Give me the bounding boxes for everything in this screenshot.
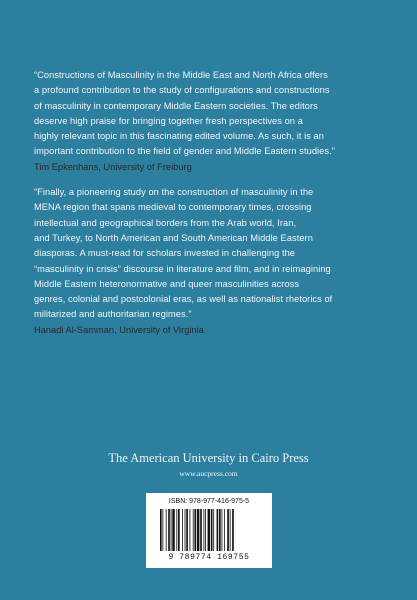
barcode-bar bbox=[194, 509, 196, 551]
review-blurb-2 bbox=[34, 185, 386, 338]
barcode-bar bbox=[227, 509, 229, 551]
barcode-bar bbox=[166, 509, 167, 551]
isbn-label: ISBN: 978-977-416-975-5 bbox=[168, 498, 250, 505]
barcode-bar bbox=[171, 509, 172, 551]
quote-line: a profound contribution to the study of configurations and constructions bbox=[34, 85, 330, 96]
barcode-bar bbox=[168, 509, 170, 551]
quote-line: “Finally, a pioneering study on the construction of masculinity in the bbox=[34, 187, 314, 198]
barcode-bars bbox=[160, 509, 258, 551]
review-attribution: Tim Epkenhans, University of Freiburg bbox=[34, 161, 192, 172]
review-blurbs bbox=[34, 68, 386, 348]
quote-line: deserve high praise for bringing together fresh perspectives on a bbox=[34, 115, 303, 126]
barcode-bar bbox=[160, 509, 162, 551]
review-blurb-1 bbox=[34, 68, 386, 175]
quote-line: and Turkey, to North American and South American Middle Eastern bbox=[34, 232, 313, 243]
quote-line: of masculinity in contemporary Middle Eastern societies. The editors bbox=[34, 100, 318, 111]
barcode-bar bbox=[186, 509, 188, 551]
barcode-bar bbox=[211, 509, 213, 551]
review-quote bbox=[34, 185, 386, 323]
quote-line: highly relevant topic in this fascinating edited volume. As such, it is an bbox=[34, 131, 324, 142]
barcode-bar bbox=[230, 509, 231, 551]
review-attribution: Hanadi Al-Samman, University of Virginia bbox=[34, 324, 204, 335]
quote-line: militarized and authoritarian regimes.” bbox=[34, 309, 192, 320]
barcode-bar bbox=[203, 509, 204, 551]
quote-line: Middle Eastern heteronormative and queer masculinities across bbox=[34, 278, 300, 289]
barcode-bar bbox=[197, 509, 199, 551]
quote-line: important contribution to the field of gender and Middle Eastern studies.” bbox=[34, 146, 335, 157]
quote-line: “masculinity in crisis” discourse in literature and film, and in reimagining bbox=[34, 263, 331, 274]
barcode-bar bbox=[193, 509, 194, 551]
barcode-box bbox=[146, 493, 272, 568]
barcode-bar bbox=[182, 509, 183, 551]
publisher-website: www.aucpress.com bbox=[179, 469, 238, 478]
review-quote bbox=[34, 68, 386, 160]
barcode-bar bbox=[176, 509, 177, 551]
barcode-bar bbox=[178, 509, 180, 551]
quote-line: diasporas. A must-read for scholars invested in challenging the bbox=[34, 248, 296, 259]
quote-line: genres, colonial and postcolonial eras, as well as nationalist rhetorics of bbox=[34, 294, 333, 305]
barcode-bar bbox=[200, 509, 202, 551]
barcode-bar bbox=[213, 509, 214, 551]
barcode-bar bbox=[190, 509, 191, 551]
barcode-bar bbox=[208, 509, 210, 551]
publisher-name: The American University in Cairo Press bbox=[108, 451, 309, 465]
barcode-bar bbox=[172, 509, 174, 551]
quote-line: “Constructions of Masculinity in the Middle East and North Africa offers bbox=[34, 70, 328, 80]
barcode-bar bbox=[222, 509, 223, 551]
barcode-bar bbox=[219, 509, 221, 551]
barcode-bar bbox=[232, 509, 234, 551]
barcode-bar bbox=[224, 509, 225, 551]
quote-line: intellectual and geographical borders from the Arab world, Iran, bbox=[34, 217, 297, 228]
barcode-bar bbox=[162, 509, 163, 551]
barcode-number: 9 789774 169755 bbox=[168, 553, 250, 562]
barcode-bar bbox=[205, 509, 206, 551]
barcode-bar bbox=[217, 509, 219, 551]
barcode-bar bbox=[185, 509, 186, 551]
quote-line: MENA region that spans medieval to contemporary times, crossing bbox=[34, 202, 312, 213]
